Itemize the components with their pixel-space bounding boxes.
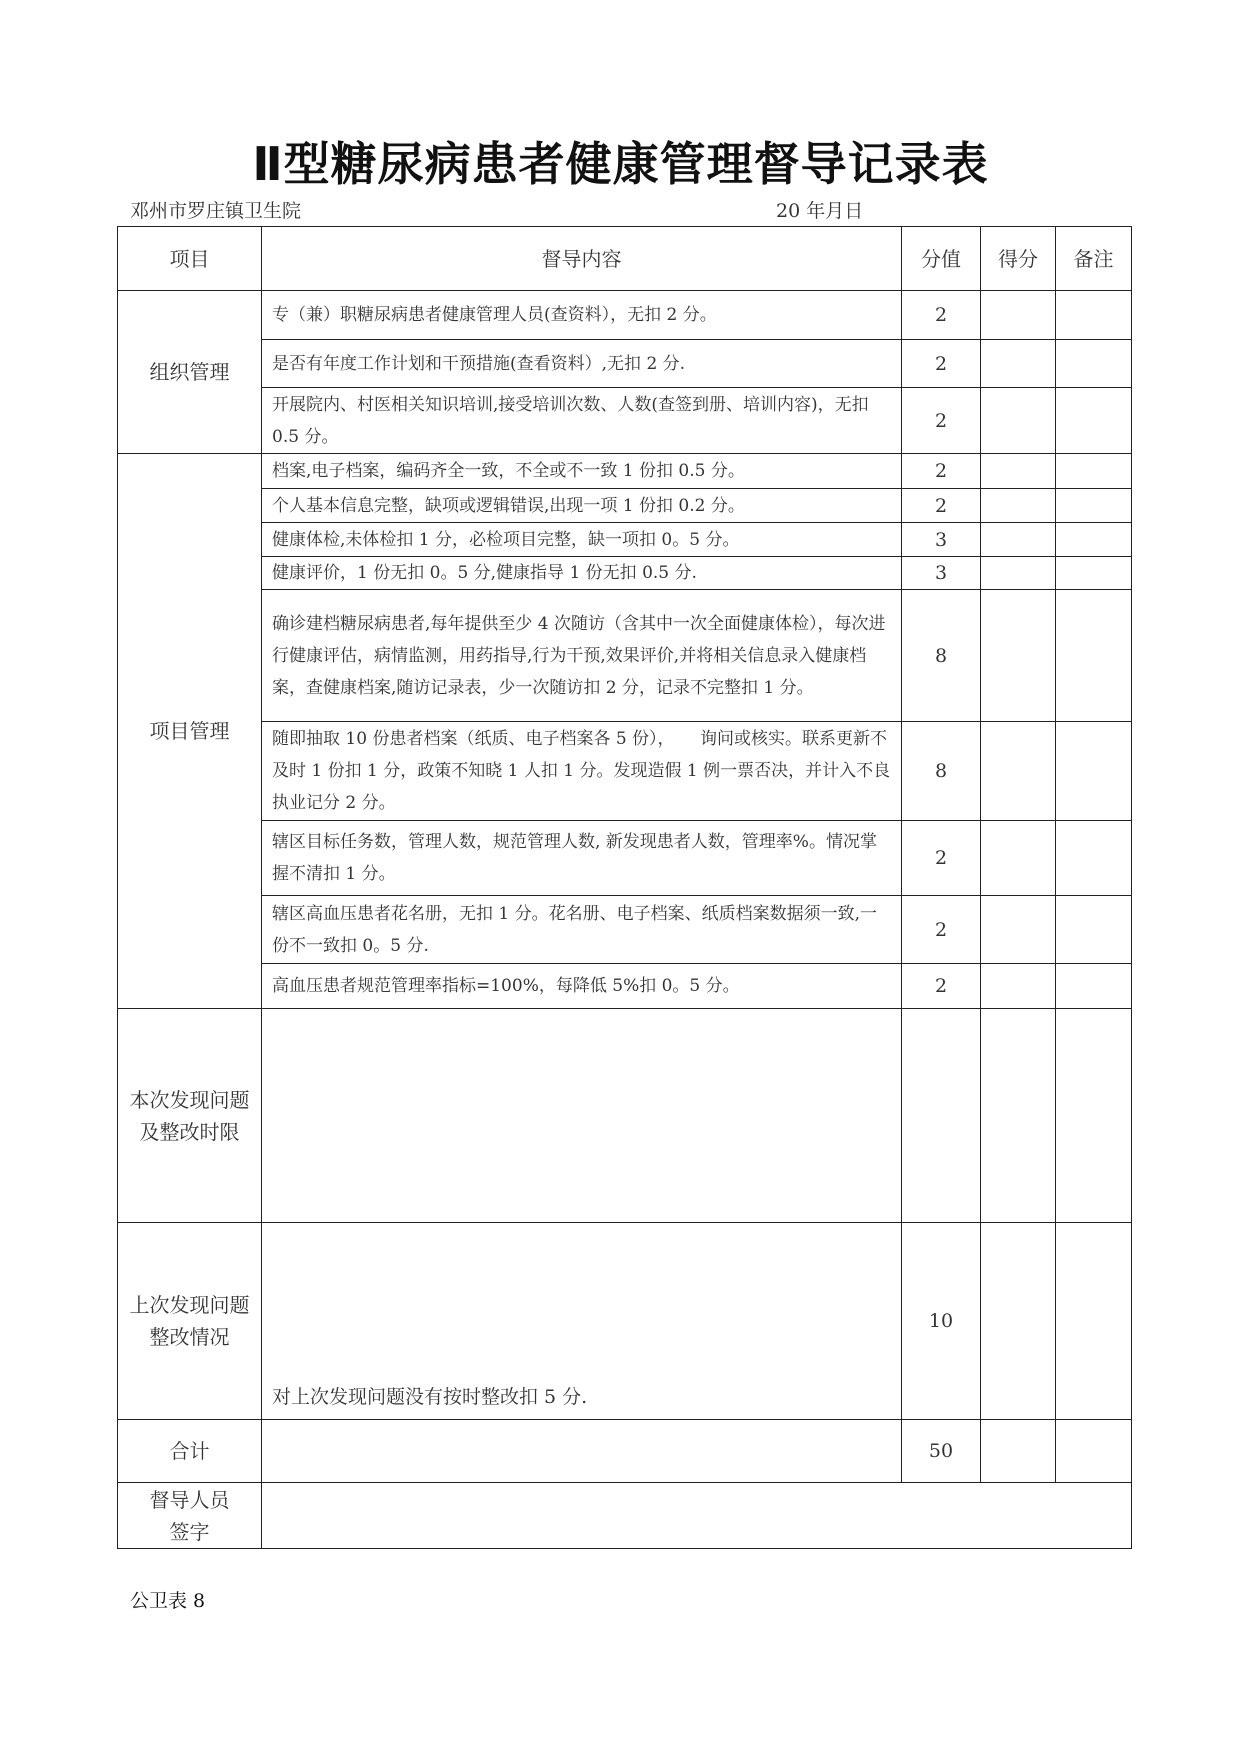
table-header-row <box>118 227 1132 291</box>
table-row <box>118 489 1132 523</box>
last-issues-label: 上次发现问题整改情况 <box>118 1223 262 1420</box>
total-label: 合计 <box>118 1420 262 1483</box>
last-issues-content: 对上次发现问题没有按时整改扣 5 分. <box>262 1223 902 1420</box>
got-cell[interactable] <box>981 722 1056 821</box>
header-got: 得分 <box>981 227 1056 291</box>
note-cell[interactable] <box>1056 340 1132 388</box>
row-content: 健康评价，1 份无扣 0。5 分,健康指导 1 份无扣 0.5 分. <box>262 557 902 590</box>
got-cell[interactable] <box>981 821 1056 896</box>
row-score: 2 <box>902 964 981 1009</box>
supervision-table <box>117 226 1132 1549</box>
table-row <box>118 964 1132 1009</box>
table-row <box>118 896 1132 964</box>
row-content: 专（兼）职糖尿病患者健康管理人员(查资料），无扣 2 分。 <box>262 291 902 340</box>
row-score: 2 <box>902 388 981 454</box>
note-cell[interactable] <box>1056 1009 1132 1223</box>
row-content: 确诊建档糖尿病患者,每年提供至少 4 次随访（含其中一次全面健康体检），每次进行健康评估，病情监测，用药指导,行为干预,效果评价,并将相关信息录入健康档案，查健康档案,随访记录表，少一次随访扣 2 分，记录不完整扣 1 分。 <box>262 590 902 722</box>
note-cell[interactable] <box>1056 557 1132 590</box>
last-issues-score: 10 <box>902 1223 981 1420</box>
got-cell[interactable] <box>981 1009 1056 1223</box>
row-content: 是否有年度工作计划和干预措施(查看资料）,无扣 2 分. <box>262 340 902 388</box>
note-cell[interactable] <box>1056 454 1132 489</box>
header-note: 备注 <box>1056 227 1132 291</box>
got-cell[interactable] <box>981 489 1056 523</box>
header-item: 项目 <box>118 227 262 291</box>
note-cell[interactable] <box>1056 964 1132 1009</box>
issues-content-cell[interactable] <box>262 1009 902 1223</box>
row-score: 2 <box>902 821 981 896</box>
form-number: 公卫表 8 <box>130 1590 206 1612</box>
row-content: 辖区目标任务数，管理人数，规范管理人数, 新发现患者人数，管理率%。情况掌握不清扣 1 分。 <box>262 821 902 896</box>
got-cell[interactable] <box>981 388 1056 454</box>
row-score: 2 <box>902 896 981 964</box>
signature-field[interactable] <box>262 1483 1132 1549</box>
got-cell[interactable] <box>981 340 1056 388</box>
note-cell[interactable] <box>1056 388 1132 454</box>
row-score: 3 <box>902 557 981 590</box>
table-row <box>118 557 1132 590</box>
table-row <box>118 722 1132 821</box>
last-issues-row <box>118 1223 1132 1420</box>
got-cell[interactable] <box>981 590 1056 722</box>
row-content: 健康体检,未体检扣 1 分，必检项目完整，缺一项扣 0。5 分。 <box>262 523 902 557</box>
row-content: 高血压患者规范管理率指标=100%，每降低 5%扣 0。5 分。 <box>262 964 902 1009</box>
date-field: 20 年月日 <box>776 200 864 222</box>
table-row <box>118 821 1132 896</box>
row-score: 2 <box>902 454 981 489</box>
row-score: 2 <box>902 489 981 523</box>
signature-row <box>118 1483 1132 1549</box>
note-cell[interactable] <box>1056 291 1132 340</box>
row-content: 随即抽取 10 份患者档案（纸质、电子档案各 5 份）， 询问或核实。联系更新不及时 1 份扣 1 分，政策不知晓 1 人扣 1 分。发现造假 1 例一票否决，并计入不良执业记分 2 分。 <box>262 722 902 821</box>
header-score: 分值 <box>902 227 981 291</box>
group-proj-mgmt: 项目管理 <box>118 454 262 1009</box>
got-cell[interactable] <box>981 964 1056 1009</box>
total-score: 50 <box>902 1420 981 1483</box>
got-cell[interactable] <box>981 523 1056 557</box>
table-row <box>118 340 1132 388</box>
issues-score-cell <box>902 1009 981 1223</box>
got-cell[interactable] <box>981 291 1056 340</box>
row-score: 2 <box>902 340 981 388</box>
total-content-cell <box>262 1420 902 1483</box>
note-cell[interactable] <box>1056 489 1132 523</box>
issues-label: 本次发现问题及整改时限 <box>118 1009 262 1223</box>
note-cell[interactable] <box>1056 590 1132 722</box>
row-score: 3 <box>902 523 981 557</box>
table-row <box>118 523 1132 557</box>
table-row <box>118 590 1132 722</box>
got-cell[interactable] <box>981 1420 1056 1483</box>
group-org-mgmt: 组织管理 <box>118 291 262 454</box>
organization-name: 邓州市罗庄镇卫生院 <box>130 200 302 222</box>
note-cell[interactable] <box>1056 1223 1132 1420</box>
row-content: 个人基本信息完整，缺项或逻辑错误,出现一项 1 份扣 0.2 分。 <box>262 489 902 523</box>
table-row <box>118 388 1132 454</box>
table-row <box>118 454 1132 489</box>
issues-row <box>118 1009 1132 1223</box>
note-cell[interactable] <box>1056 722 1132 821</box>
got-cell[interactable] <box>981 557 1056 590</box>
note-cell[interactable] <box>1056 523 1132 557</box>
row-score: 8 <box>902 590 981 722</box>
table-row <box>118 291 1132 340</box>
note-cell[interactable] <box>1056 896 1132 964</box>
header-content: 督导内容 <box>262 227 902 291</box>
signature-label: 督导人员签字 <box>118 1483 262 1549</box>
got-cell[interactable] <box>981 896 1056 964</box>
got-cell[interactable] <box>981 454 1056 489</box>
row-content: 档案,电子档案，编码齐全一致，不全或不一致 1 份扣 0.5 分。 <box>262 454 902 489</box>
got-cell[interactable] <box>981 1223 1056 1420</box>
row-content: 辖区高血压患者花名册，无扣 1 分。花名册、电子档案、纸质档案数据须一致,一份不一致扣 0。5 分. <box>262 896 902 964</box>
total-row <box>118 1420 1132 1483</box>
row-score: 8 <box>902 722 981 821</box>
row-score: 2 <box>902 291 981 340</box>
note-cell[interactable] <box>1056 1420 1132 1483</box>
page-title: Ⅱ型糖尿病患者健康管理督导记录表 <box>252 137 989 191</box>
note-cell[interactable] <box>1056 821 1132 896</box>
row-content: 开展院内、村医相关知识培训,接受培训次数、人数(查签到册、培训内容)，无扣 0.5 分。 <box>262 388 902 454</box>
